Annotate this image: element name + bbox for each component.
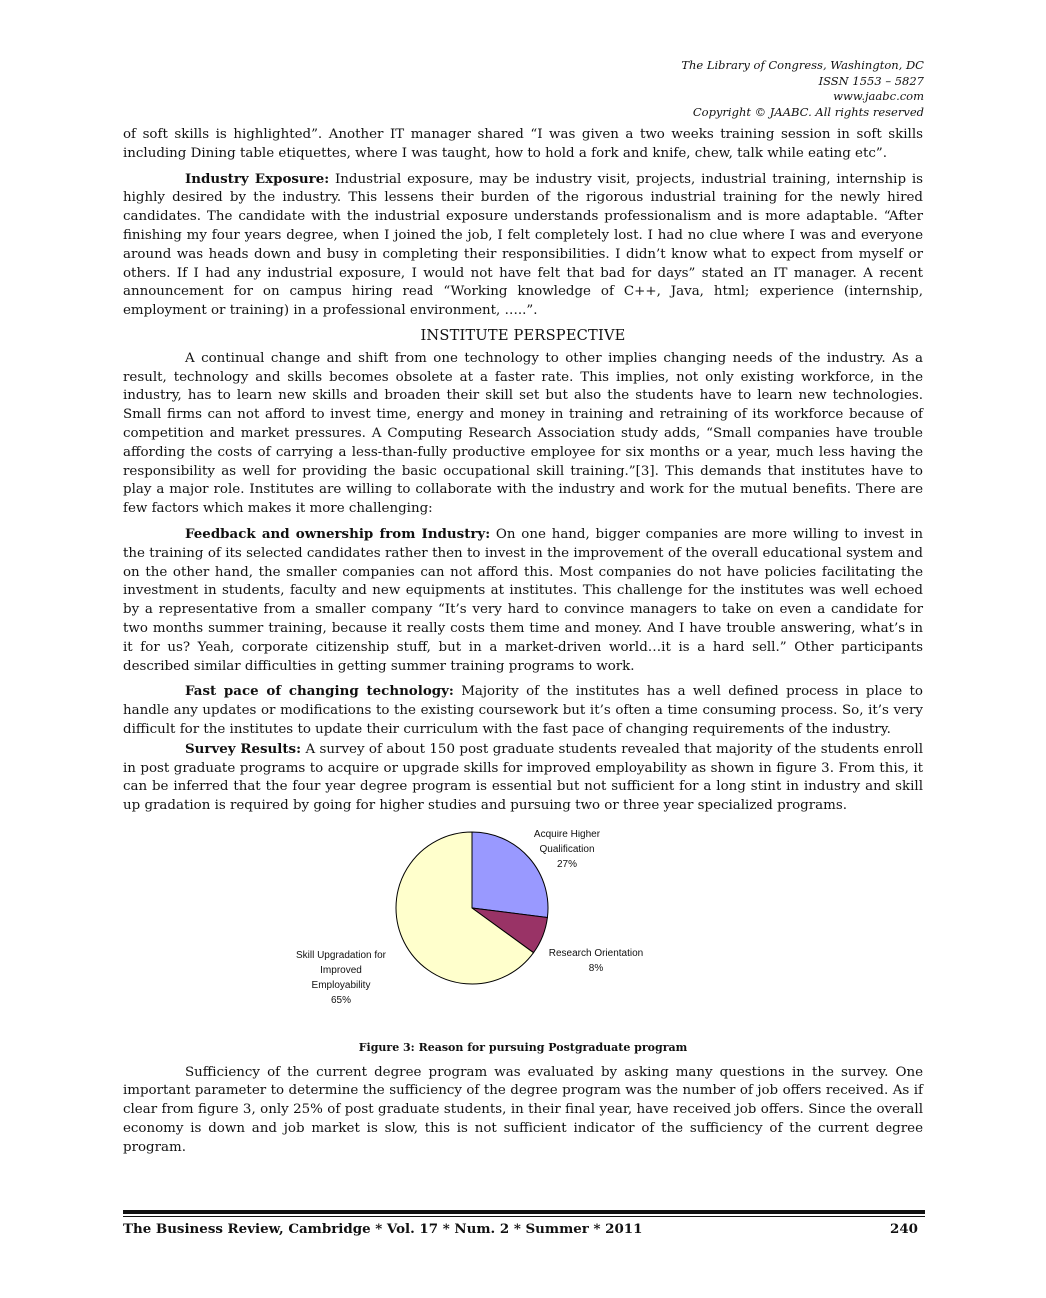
paragraph-industry-exposure (123, 170, 923, 321)
footer-journal-info: The Business Review, Cambridge * Vol. 17 * Num. 2 * Summer * 2011 (123, 1221, 643, 1237)
footer-rule-thin (123, 1216, 925, 1217)
paragraph-continual-change: A continual change and shift from one technology to other implies changing needs of the industry. As a result, technology and skills becomes obsolete at a faster rate. This implies, not only existing workforce, in the industry, has to learn new skills and broaden their skill set but also the students have to learn new technologies. Small firms can not afford to invest time, energy and money in training and retraining of its workforce because of competition and market pressures. A Computing Research Association study adds, “Small companies have trouble affording the costs of carrying a less-than-fully productive employee for six months or a year, much less having the responsibility as well for providing the basic occupational skill training.”[3]. This demands that institutes have to play a major role. Institutes are willing to collaborate with the industry and work for the mutual benefits. There are few factors which makes it more challenging: (123, 350, 923, 517)
pie-slice-label-line: Skill Upgradation for (295, 949, 387, 961)
paragraph-sufficiency: Sufficiency of the current degree program was evaluated by asking many questions in the survey. One important parameter to determine the sufficiency of the degree program was the number of job offers received. As if clear from figure 3, only 25% of post graduate students, in their final year, have received job offers. Since the overall economy is down and job market is slow, this is not sufficient indicator of the sufficiency of the current degree program. (123, 1064, 923, 1155)
page-number: 240 (890, 1221, 918, 1237)
header-line-website: www.jaabc.com (833, 89, 924, 104)
footer-rule-thick (123, 1210, 925, 1214)
pie-slice-label-line: Acquire Higher (533, 829, 601, 840)
paragraph-survey-results (123, 740, 923, 816)
pie-slice (472, 832, 548, 918)
paragraph-text: On one hand, bigger companies are more willing to invest in the training of its selected candidates rather then to invest in the improvement of the overall educational system and on the other hand, the smaller companies can not afford this. Most companies do not have policies facilitating the investment in students, faculty and new equipments at institutes. This challenge for the institutes was well echoed by a representative from a smaller company “It’s very hard to convince managers to take on even a candidate for two months summer training, because it really costs them time and money. And I have trouble answering, what’s in it for us? Yeah, corporate citizenship stuff, but in a market-driven world…it is a hard sell.” Other participants described similar difficulties in getting summer training programs to work. (123, 526, 923, 674)
paragraph-text: Majority of the institutes has a well defined process in place to handle any updates or modifications to the existing coursework but it’s often a time consuming process. So, it’s very difficult for the institutes to update their curriculum with the fast pace of changing requirements of the industry. (123, 684, 923, 737)
pie-slice-label (296, 950, 387, 1006)
paragraph-soft-skills: of soft skills is highlighted”. Another IT manager shared “I was given a two weeks training session in soft skills including Dining table etiquettes, where I was taught, how to hold a fork and knife, chew, talk while eating etc”. (123, 127, 923, 161)
header-line-library: The Library of Congress, Washington, DC (681, 58, 924, 72)
paragraph-heading-industry-exposure: Industry Exposure: (185, 170, 330, 187)
paragraph-heading-fast-pace: Fast pace of changing technology: (185, 683, 454, 700)
pie-slice-label-line: Research Orientation (548, 947, 644, 959)
figure-caption: Figure 3: Reason for pursuing Postgraduate program (358, 1040, 688, 1054)
pie-slice-label-line: 65% (330, 994, 352, 1006)
section-heading-institute-perspective: INSTITUTE PERSPECTIVE (420, 326, 626, 344)
pie-slice-label-line: 8% (588, 962, 604, 974)
pie-slice-label-line: Improved (320, 964, 362, 976)
pie-slice-label-line: Employability (311, 979, 371, 991)
pie-chart-svg (123, 830, 923, 1037)
header-line-copyright: Copyright © JAABC. All rights reserved (692, 104, 924, 119)
pie-slice-label-line: 27% (556, 858, 578, 870)
article-body (123, 126, 923, 1158)
pie-slice-label (534, 830, 601, 870)
paragraph-heading-survey: Survey Results: (185, 740, 302, 757)
paragraph-text: A survey of about 150 post graduate students revealed that majority of the students enroll in post graduate programs to acquire or upgrade skills for improved employability as shown in figure 3. From this, it can be inferred that the four year degree program is essential but not sufficient for a long stint in industry and skill up gradation is required by going for higher studies and pursuing two or three year specialized programs. (123, 741, 923, 814)
journal-header (681, 58, 924, 120)
paragraph-feedback-ownership (123, 525, 923, 676)
pie-slice-label (549, 948, 644, 974)
pie-slice-label-line: Qualification (539, 843, 595, 855)
paragraph-text: Industrial exposure, may be industry visit, projects, industrial training, internship is highly desired by the industry. This lessens their burden of the rigorous industrial training for the newly hired candidates. The candidate with the industrial exposure understands professionalism and is more adaptable. “After finishing my four years degree, when I joined the job, I felt completely lost. I had no clue where I was and everyone around was heads down and busy in completing their responsibilities. I didn’t know what to expect from myself or others. If I had any industrial exposure, I would not have felt that bad for days” stated an IT manager. A recent announcement for on campus hiring read “Working knowledge of C++, Java, html; experience (internship, employment or training) in a professional environment, …..”. (123, 171, 923, 319)
paragraph-heading-feedback: Feedback and ownership from Industry: (185, 525, 491, 542)
figure-3-pie-chart (123, 830, 923, 1037)
page-footer (123, 1221, 918, 1237)
paragraph-fast-pace (123, 682, 923, 739)
header-line-issn: ISSN 1553 – 5827 (818, 73, 924, 88)
